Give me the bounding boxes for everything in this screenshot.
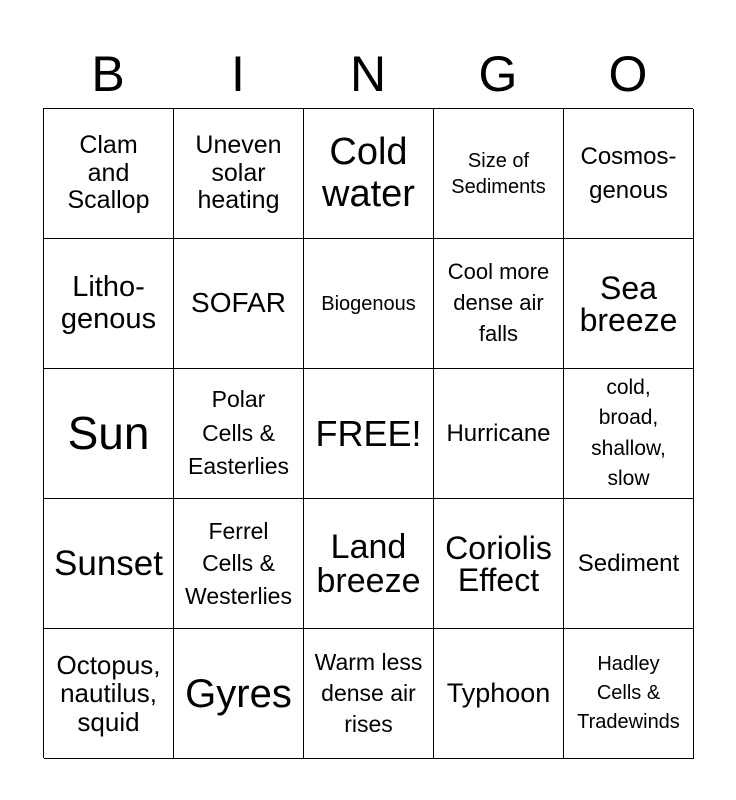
- cell-text: Size of Sediments: [451, 149, 546, 198]
- bingo-cell[interactable]: [304, 109, 434, 239]
- bingo-board: [43, 108, 693, 758]
- bingo-cell[interactable]: [44, 629, 174, 759]
- cell-text: Cold water: [322, 130, 415, 215]
- cell-text: Sun: [67, 406, 150, 459]
- cell-text: Sediment: [577, 549, 680, 577]
- cell-text: Clam and Scallop: [67, 131, 150, 215]
- bingo-cell[interactable]: [44, 109, 174, 239]
- bingo-cell[interactable]: [434, 369, 564, 499]
- bingo-cell[interactable]: [304, 239, 434, 369]
- bingo-cell[interactable]: [434, 629, 564, 759]
- bingo-cell[interactable]: [174, 629, 304, 759]
- free-space-cell[interactable]: [304, 369, 434, 499]
- cell-text: Hadley Cells & Tradewinds: [577, 653, 680, 733]
- header-letter-n: N: [349, 46, 387, 102]
- header-letter-g: G: [478, 46, 518, 102]
- cell-text: Uneven solar heating: [195, 131, 282, 215]
- bingo-cell[interactable]: [174, 499, 304, 629]
- bingo-header: [43, 40, 693, 108]
- header-letter-b: B: [91, 46, 125, 102]
- bingo-cell[interactable]: [44, 239, 174, 369]
- cell-text: SOFAR: [191, 287, 286, 319]
- cell-text: cold, broad, shallow, slow: [591, 375, 666, 490]
- bingo-cell[interactable]: [564, 239, 694, 369]
- cell-text: Warm less dense air rises: [314, 648, 423, 738]
- cell-text: Biogenous: [321, 292, 416, 315]
- cell-text: Typhoon: [446, 677, 551, 708]
- cell-text: Litho- genous: [60, 270, 157, 335]
- cell-text: Gyres: [185, 671, 292, 716]
- cell-text: Sea breeze: [579, 269, 678, 338]
- bingo-cell[interactable]: [434, 109, 564, 239]
- cell-text: Sunset: [54, 544, 163, 583]
- bingo-cell[interactable]: [44, 369, 174, 499]
- cell-text: Polar Cells & Easterlies: [188, 386, 289, 480]
- bingo-cell[interactable]: [564, 499, 694, 629]
- bingo-cell[interactable]: [174, 109, 304, 239]
- bingo-cell[interactable]: [174, 369, 304, 499]
- bingo-cell[interactable]: [434, 499, 564, 629]
- bingo-cell[interactable]: [564, 369, 694, 499]
- cell-text: FREE!: [315, 412, 422, 454]
- bingo-cell[interactable]: [564, 109, 694, 239]
- cell-text: Coriolis Effect: [445, 529, 552, 598]
- cell-text: Land breeze: [316, 527, 421, 600]
- bingo-cell[interactable]: [304, 629, 434, 759]
- header-letter-i: I: [231, 46, 245, 102]
- cell-text: Cool more dense air falls: [447, 259, 550, 346]
- bingo-cell[interactable]: [174, 239, 304, 369]
- cell-text: Cosmos- genous: [580, 142, 677, 204]
- header-letter-o: O: [608, 46, 648, 102]
- cell-text: Ferrel Cells & Westerlies: [185, 518, 292, 609]
- bingo-cell[interactable]: [564, 629, 694, 759]
- cell-text: Octopus, nautilus, squid: [56, 649, 161, 737]
- bingo-cell[interactable]: [44, 499, 174, 629]
- cell-text: Hurricane: [446, 419, 551, 447]
- bingo-cell[interactable]: [304, 499, 434, 629]
- bingo-cell[interactable]: [434, 239, 564, 369]
